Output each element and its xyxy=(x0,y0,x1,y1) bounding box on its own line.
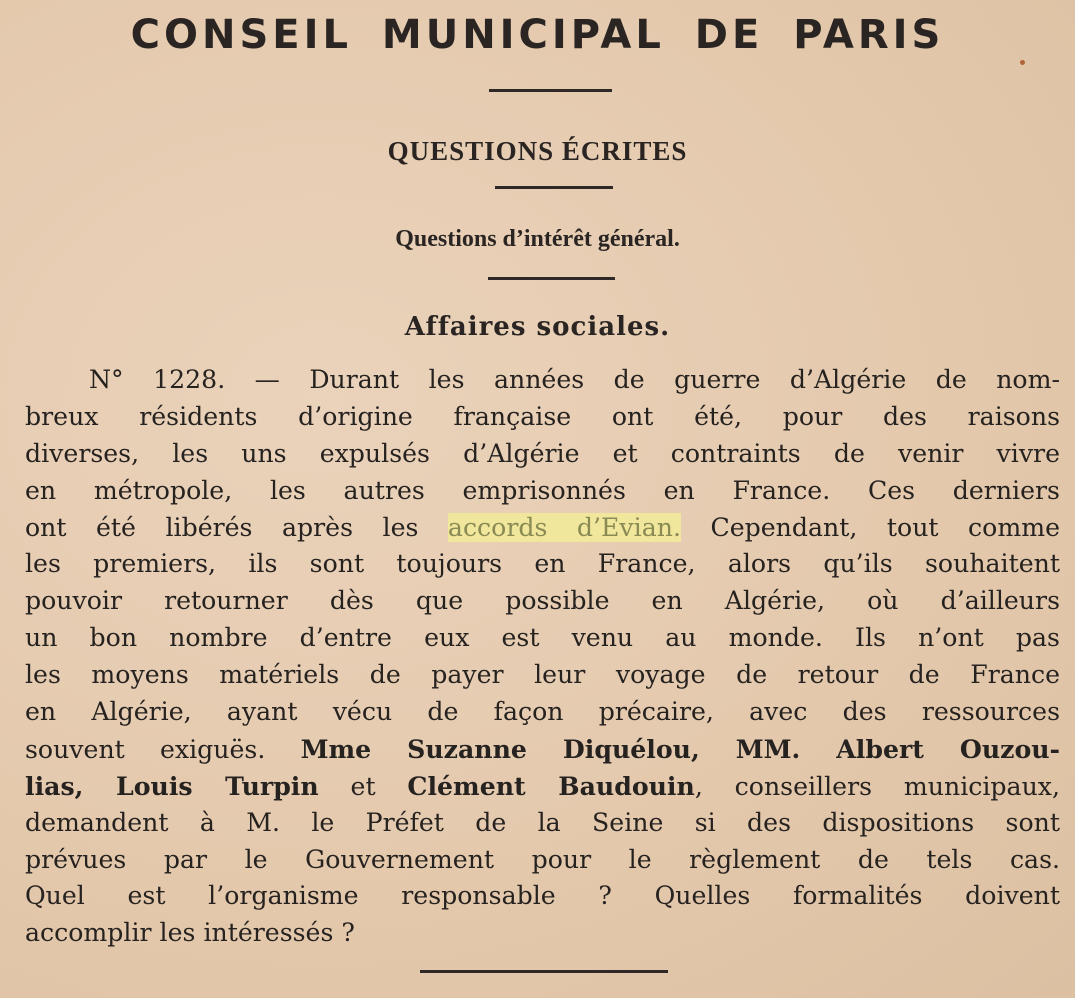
text-line: en Algérie, ayant vécu de façon précaire, avec des ressources xyxy=(25,697,1060,727)
text-line: pouvoir retourner dès que possible en Algérie, où d’ailleurs xyxy=(25,586,1060,616)
text-line: demandent à M. le Préfet de la Seine si des dispositions sont xyxy=(25,807,1060,837)
text-line: Quel est l’organisme responsable ? Quelles formalités doivent xyxy=(25,881,1060,911)
text-line: N° 1228. — Durant les années de guerre d’Algérie de nom- xyxy=(89,365,1060,394)
text-line: les moyens matériels de payer leur voyage de retour de France xyxy=(25,660,1060,690)
councillor-names: Mme Suzanne Diquélou, MM. Albert Ouzou- xyxy=(300,733,1061,764)
text-line: prévues par le Gouvernement pour le règlement de tels cas. xyxy=(25,844,1060,874)
text-line: accomplir les intéressés ? xyxy=(25,918,355,948)
text-line: un bon nombre d’entre eux est venu au monde. Ils n’ont pas xyxy=(25,623,1060,653)
section-heading: QUESTIONS ÉCRITES xyxy=(387,136,688,166)
text-line: breux résidents d’origine française ont été, pour des raisons xyxy=(25,401,1060,431)
topic-heading: Affaires sociales. xyxy=(404,312,671,342)
page-title: CONSEIL MUNICIPAL DE PARIS xyxy=(130,12,945,58)
text-line: ont été libérés après les accords d’Evian. Cependant, tout comme xyxy=(25,512,1060,542)
divider xyxy=(495,186,613,189)
text-line: en métropole, les autres emprisonnés en France. Ces derniers xyxy=(25,475,1060,505)
divider xyxy=(489,89,612,92)
ink-spot xyxy=(1020,60,1025,65)
question-body xyxy=(25,362,1060,952)
category-heading: Questions d’intérêt général. xyxy=(395,226,680,252)
divider xyxy=(488,277,615,280)
highlighted-text: accords d’Evian. xyxy=(447,512,681,542)
text-line: lias, Louis Turpin et Clément Baudouin, conseillers municipaux, xyxy=(25,770,1060,801)
text-line: souvent exiguës. Mme Suzanne Diquélou, MM. Albert Ouzou- xyxy=(25,733,1061,764)
end-divider xyxy=(420,970,668,973)
text-line: les premiers, ils sont toujours en France, alors qu’ils souhaitent xyxy=(25,549,1060,579)
text-line: diverses, les uns expulsés d’Algérie et contraints de venir vivre xyxy=(25,438,1060,468)
